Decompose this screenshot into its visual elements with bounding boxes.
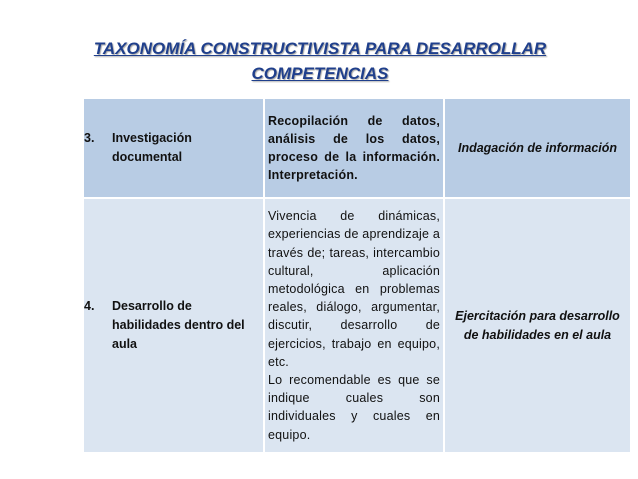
table-row <box>84 198 630 452</box>
page-title <box>60 36 580 86</box>
result-cell <box>444 99 630 198</box>
stage-number: 3. <box>84 131 95 145</box>
result-text: Indagación de información <box>457 140 618 155</box>
result-cell <box>444 198 630 452</box>
activities-paragraph: Recopilación de datos, análisis de los datos, proceso de la información. Interpretación. <box>268 113 440 183</box>
title-line-2: COMPETENCIAS <box>251 64 389 83</box>
stage-number: 4. <box>84 299 95 313</box>
activities-cell <box>264 99 444 198</box>
stage-name: Investigación documental <box>112 131 192 164</box>
activities-paragraph: Lo recomendable es que se indique cuales son individuales y cuales en equipo. <box>268 373 440 442</box>
stage-label <box>84 129 263 167</box>
table-row <box>84 99 630 198</box>
activities-text <box>265 207 443 444</box>
activities-text <box>265 112 443 185</box>
result-text: Ejercitación para desarrollo de habilidades en el aula <box>455 308 620 342</box>
taxonomy-table <box>84 99 630 452</box>
activities-paragraph: Vivencia de dinámicas, experiencias de aprendizaje a través de; tareas, intercambio cultural, aplicación metodológica en problemas reales, diálogo, argumentar, discutir, desarrollo de ejercicios, trabajo en equipo, etc. <box>268 209 440 369</box>
activities-cell <box>264 198 444 452</box>
title-line-1: TAXONOMÍA CONSTRUCTIVISTA PARA DESARROLLAR <box>93 39 547 58</box>
stage-cell <box>84 198 264 452</box>
stage-label <box>84 297 263 354</box>
stage-cell <box>84 99 264 198</box>
stage-name: Desarrollo de habilidades dentro del aula <box>112 299 245 351</box>
